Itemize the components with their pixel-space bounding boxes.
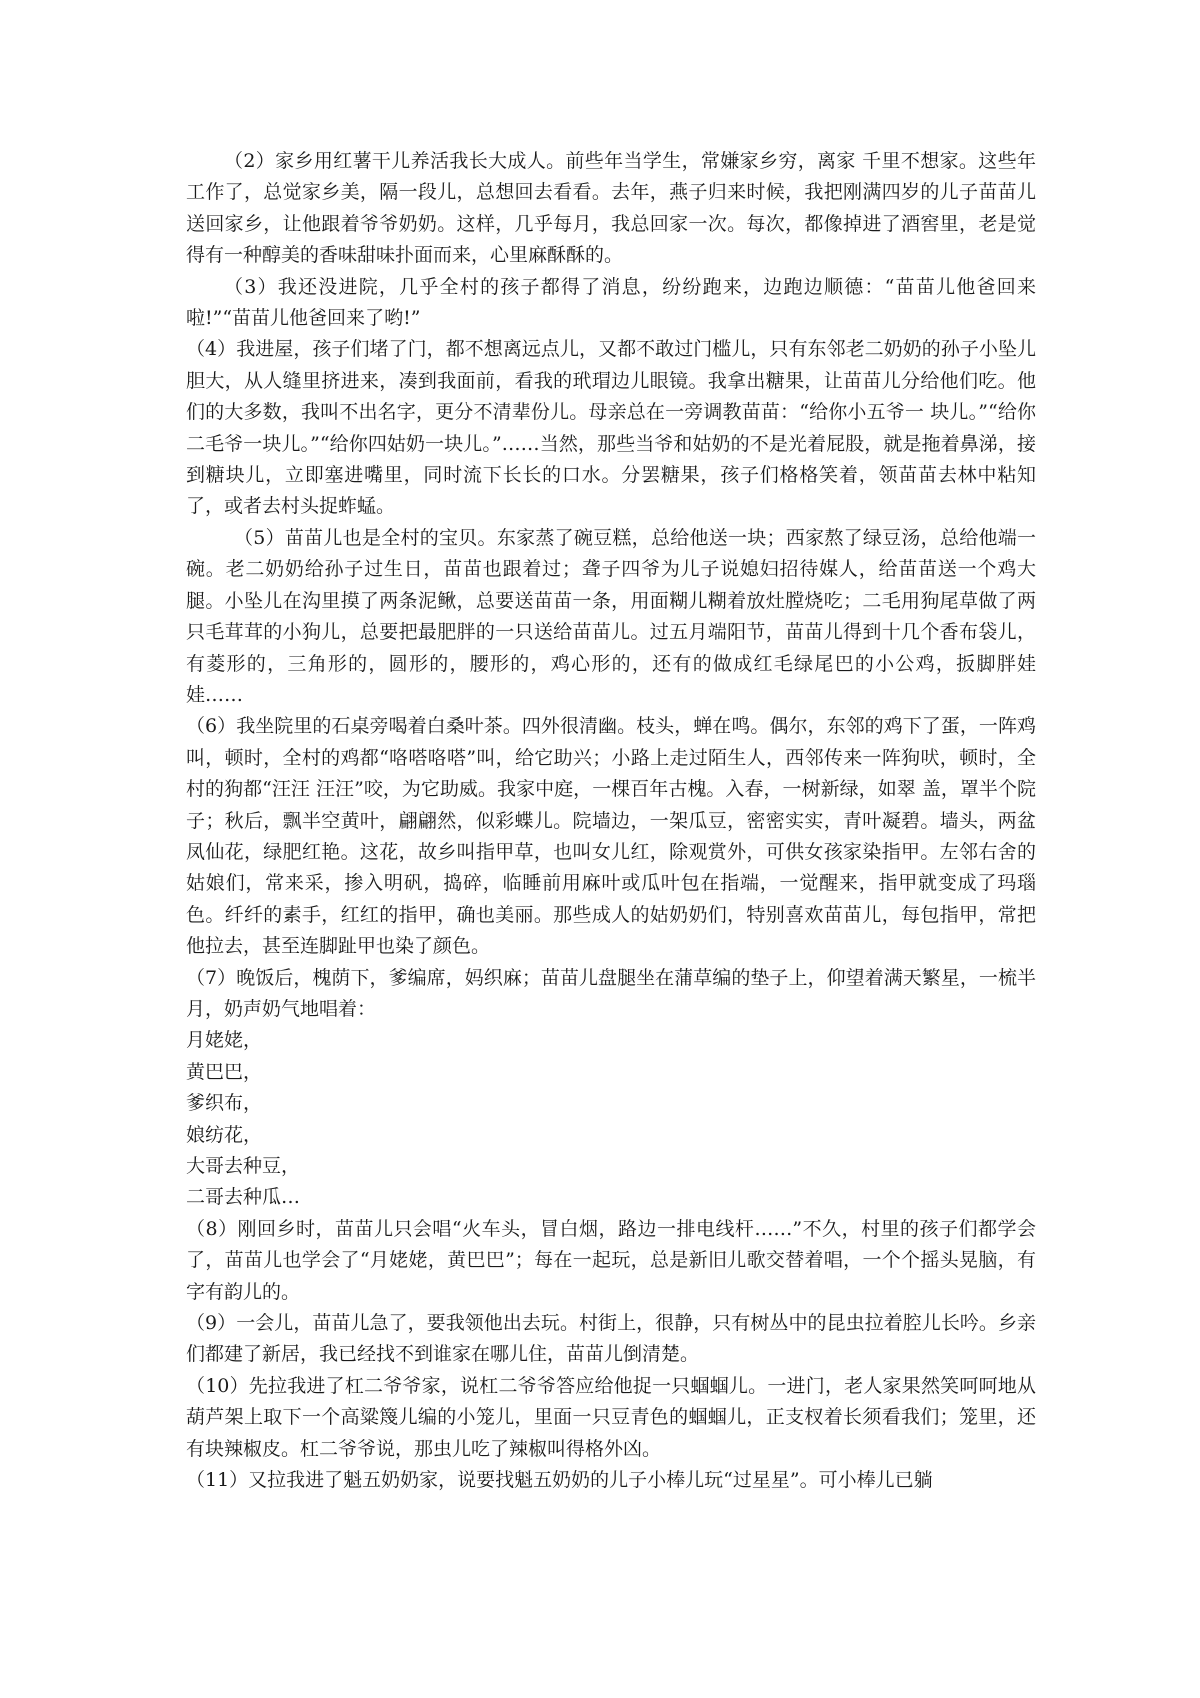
song-line-2: 黄巴巴， bbox=[186, 1060, 263, 1083]
paragraph-6: （6）我坐院里的石桌旁喝着白桑叶茶。四外很清幽。枝头，蝉在鸣。偶尔，东邻的鸡下了蛋，一阵鸡叫，顿时，全村的鸡都“咯嗒咯嗒”叫，给它助兴；小路上走过陌生人，西邻传来一阵狗吠，顿时，全村的狗都“汪汪 汪汪”咬，为它助威。我家中庭，一棵百年古槐。入春，一树新绿，如翠 盖，罩半个院子；秋后，飘半空黄叶，翩翩然，似彩蝶儿。院墙边，一架瓜豆，密密实实，青叶凝碧。墙头，两盆凤仙花，绿肥红艳。这花，故乡叫指甲草，也叫女儿红，除观赏外，可供女孩家染指甲。左邻右舍的姑娘们，常来采，掺入明矾，捣碎，临睡前用麻叶或瓜叶包在指端，一觉醒来，指甲就变成了玛瑙色。纤纤的素手，红红的指甲，确也美丽。那些成人的姑奶奶们，特别喜欢苗苗儿，每包指甲，常把他拉去，甚至连脚趾甲也染了颜色。 bbox=[186, 715, 1036, 958]
paragraph-2: （2）家乡用红薯干儿养活我长大成人。前些年当学生，常嫌家乡穷，离家 千里不想家。这些年工作了，总觉家乡美，隔一段儿，总想回去看看。去年，燕子归来时候，我把刚满四岁的儿子苗苗儿送回家乡，让他跟着爷爷奶奶。这样，几乎每月，我总回家一次。每次，都像掉进了酒窖里，老是觉得有一种醇美的香味甜味扑面而来，心里麻酥酥的。 bbox=[186, 150, 1036, 267]
song-line-1: 月姥姥， bbox=[186, 1029, 263, 1052]
paragraph-8: （8）刚回乡时，苗苗儿只会唱“火车头，冒白烟，路边一排电线杆……”不久，村里的孩子们都学会了，苗苗儿也学会了“月姥姥，黄巴巴”；每在一起玩，总是新旧儿歌交替着唱，一个个摇头晃脑，有字有韵儿的。 bbox=[186, 1217, 1036, 1303]
song-line-6: 二哥去种瓜… bbox=[186, 1186, 301, 1209]
song-line-4: 娘纺花， bbox=[186, 1123, 263, 1146]
paragraph-10: （10）先拉我进了杠二爷爷家，说杠二爷爷答应给他捉一只蝈蝈儿。一进门，老人家果然笑呵呵地从葫芦架上取下一个高粱篾儿编的小笼儿，里面一只豆青色的蝈蝈儿，正支杈着长须看我们；笼里，还有块辣椒皮。杠二爷爷说，那虫儿吃了辣椒叫得格外凶。 bbox=[186, 1374, 1036, 1460]
paragraph-7: （7）晚饭后，槐荫下，爹编席，妈织麻；苗苗儿盘腿坐在蒲草编的垫子上，仰望着满天繁星，一梳半月，奶声奶气地唱着： bbox=[186, 966, 1036, 1020]
paragraph-5: （5）苗苗儿也是全村的宝贝。东家蒸了碗豆糕，总给他送一块；西家熬了绿豆汤，总给他端一碗。老二奶奶给孙子过生日，苗苗也跟着过；聋子四爷为儿子说媳妇招待媒人，给苗苗送一个鸡大腿。小坠儿在沟里摸了两条泥鳅，总要送苗苗一条，用面糊儿糊着放灶膛烧吃；二毛用狗尾草做了两只毛茸茸的小狗儿，总要把最肥胖的一只送给苗苗儿。过五月端阳节，苗苗儿得到十几个香布袋儿，有菱形的，三角形的，圆形的，腰形的，鸡心形的，还有的做成红毛绿尾巴的小公鸡，扳脚胖娃娃…… bbox=[186, 526, 1036, 706]
paragraph-9: （9）一会儿，苗苗儿急了，要我领他出去玩。村街上，很静，只有树丛中的昆虫拉着腔儿长吟。乡亲们都建了新居，我已经找不到谁家在哪儿住，苗苗儿倒清楚。 bbox=[186, 1312, 1036, 1366]
song-line-3: 爹织布， bbox=[186, 1092, 263, 1115]
paragraph-11: （11）又拉我进了魁五奶奶家，说要找魁五奶奶的儿子小棒儿玩“过星星”。可小棒儿已躺 bbox=[186, 1469, 933, 1492]
document-page bbox=[186, 146, 1036, 1496]
paragraph-3: （3）我还没进院，几乎全村的孩子都得了消息，纷纷跑来，边跑边顺德：“苗苗儿他爸回来啦!”“苗苗儿他爸回来了哟!” bbox=[186, 275, 1036, 330]
song-line-5: 大哥去种豆， bbox=[186, 1155, 301, 1177]
paragraph-4: （4）我进屋，孩子们堵了门，都不想离远点儿，又都不敢过门槛儿，只有东邻老二奶奶的孙子小坠儿胆大，从人缝里挤进来，凑到我面前，看我的玳瑁边儿眼镜。我拿出糖果，让苗苗儿分给他们吃。他们的大多数，我叫不出名字，更分不清辈份儿。母亲总在一旁调教苗苗：“给你小五爷一 块儿。”“给你二毛爷一块儿。”“给你四姑奶一块儿。”……当然，那些当爷和姑奶的不是光着屁股，就是拖着鼻涕，接到糖块儿，立即塞进嘴里，同时流下长长的口水。分罢糖果，孩子们格格笑着，领苗苗去林中粘知了，或者去村头捉蚱蜢。 bbox=[186, 338, 1036, 518]
